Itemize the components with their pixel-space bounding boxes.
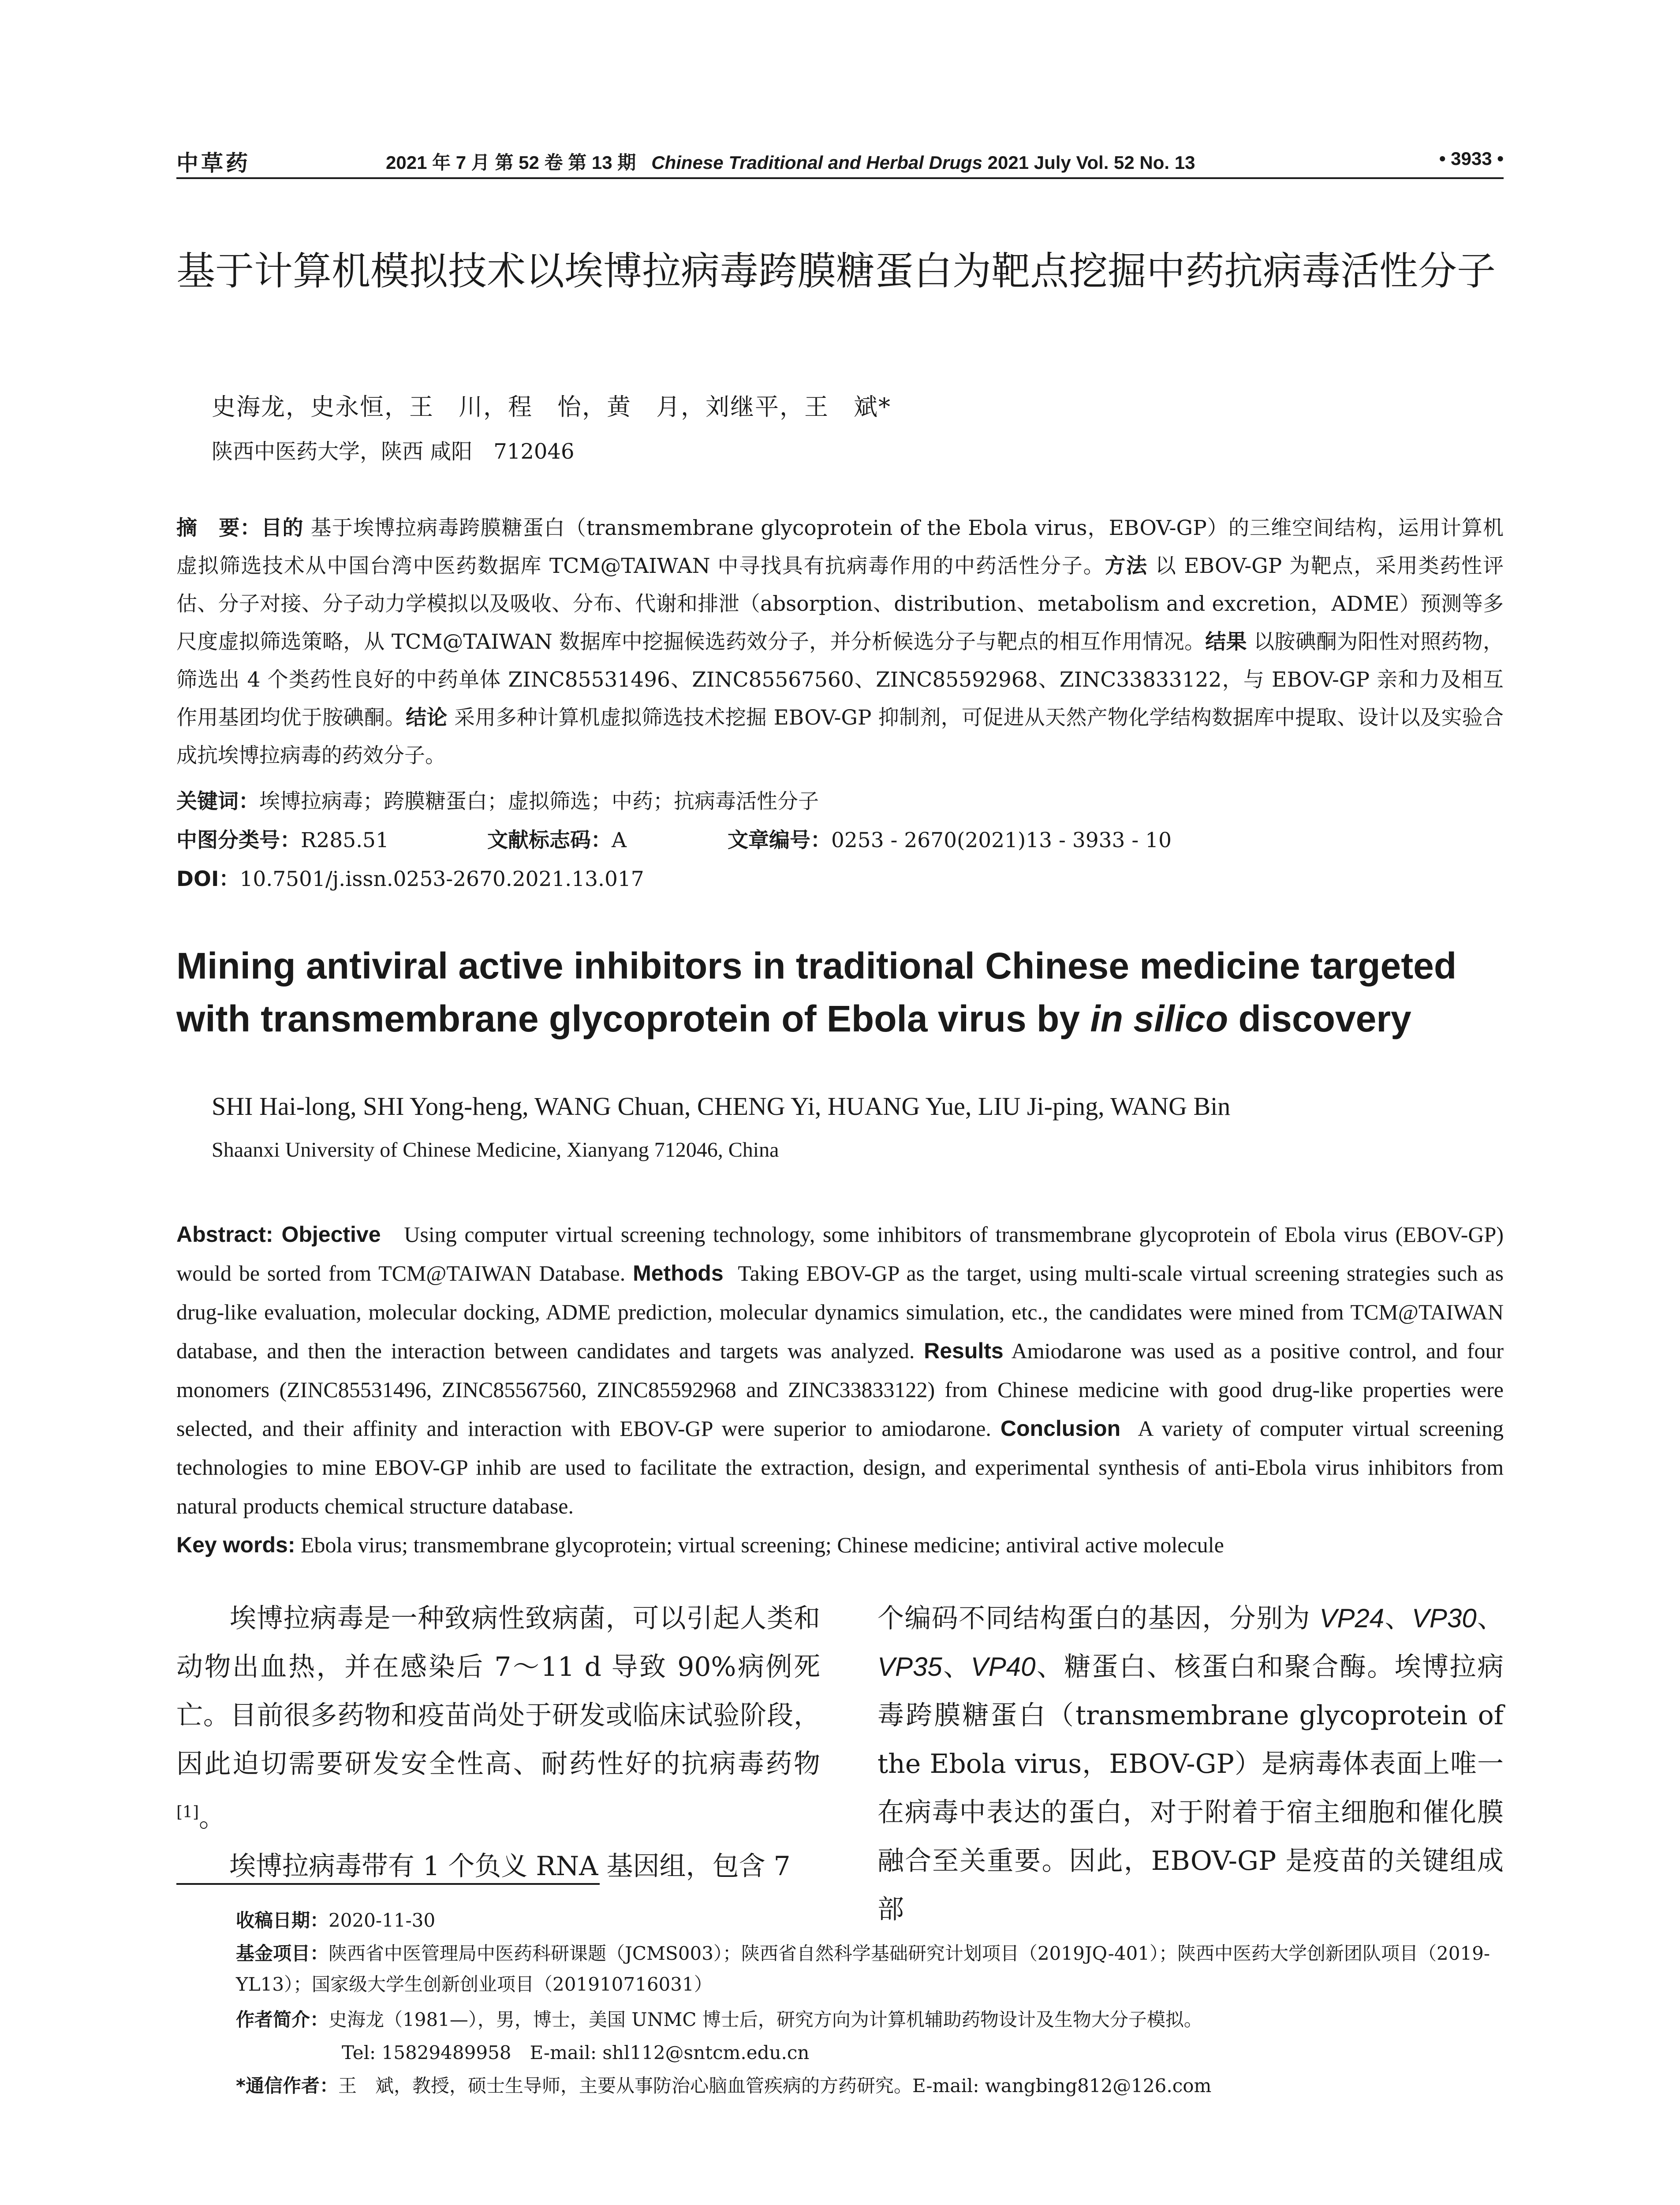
header-issue-en: 2021 July Vol. 52 No. 13: [987, 152, 1195, 173]
citation-ref[interactable]: [1]: [176, 1803, 199, 1821]
classification-line: [176, 824, 389, 853]
fund-label: 基金项目：: [236, 1943, 329, 1964]
objective-label: 目的: [261, 516, 304, 540]
english-results-label: Results: [924, 1338, 1004, 1363]
english-abstract: [176, 1215, 1504, 1564]
article-number: [728, 824, 1172, 853]
body-text-continued: 、糖蛋白、核蛋白和聚合酶。埃博拉病毒跨膜糖蛋白（transmembrane glycoprotein of the Ebola virus，EBOV-GP）是病毒体表面上唯一在病毒中表达的蛋白，对于附着于宿主细胞和催化膜融合至关重要。因此，EBOV-GP 是疫苗的关键组成部: [877, 1652, 1504, 1925]
doc-label: 文献标志码：: [487, 828, 612, 852]
body-text: 埃博拉病毒带有 1 个负义 RNA 基因组，包含 7: [229, 1851, 791, 1882]
body-paragraph: [176, 1594, 820, 1842]
corr-text: 王 斌，教授，硕士生导师，主要从事防治心脑血管疾病的方药研究。E-mail: wangbing812@126.com: [338, 2075, 1212, 2097]
conclusion-label: 结论: [406, 706, 448, 730]
gene-vp30: VP30: [1411, 1603, 1477, 1633]
corr-label: *通信作者：: [236, 2075, 338, 2097]
author-bio: [236, 2004, 1501, 2035]
author-contact: Tel: 15829489958 E-mail: shl112@sntcm.edu.cn: [342, 2042, 810, 2063]
abstract-label: 摘 要：: [176, 516, 261, 540]
clc-label: 中图分类号：: [176, 828, 301, 852]
english-abstract-label: Abstract: Objective: [176, 1222, 381, 1247]
english-title: [176, 939, 1504, 1045]
received-label: 收稿日期：: [236, 1910, 329, 1931]
english-title-main: Mining antiviral active inhibitors in traditional Chinese medicine targeted with transmembrane glycoprotein of Ebola virus by: [176, 945, 1457, 1039]
results-text: 以胺碘酮为阳性对照药物，筛选出 4 个类药性良好的中药单体 ZINC85531496、ZINC85567560、ZINC85592968、ZINC33833122，与 EBOV-GP 亲和力及相互作用基团均优于胺碘酮。: [176, 630, 1504, 730]
english-title-end: discovery: [1228, 998, 1411, 1039]
page-number: • 3933 •: [1439, 148, 1504, 169]
header-issue: [386, 148, 1195, 175]
methods-text: 以 EBOV-GP 为靶点，采用类药性评估、分子对接、分子动力学模拟以及吸收、分布、代谢和排泄（absorption、distribution、metabolism and excretion，ADME）预测等多尺度虚拟筛选策略，从 TCM@TAIWAN 数据库中挖掘候选药效分子，并分析候选分子与靶点的相互作用情况。: [176, 554, 1504, 654]
fund-text: 陕西省中医管理局中医药科研课题（JCMS003）；陕西省自然科学基础研究计划项目（2019JQ-401）；陕西中医药大学创新团队项目（2019-YL13）；国家级大学生创新创业项目（201910716031）: [236, 1943, 1490, 1995]
chinese-keywords: [176, 785, 819, 815]
chinese-affiliation: 陕西中医药大学，陕西 咸阳 712046: [212, 439, 575, 464]
body-column-right: 个编码不同结构蛋白的基因，分别为 VP24、VP30、VP35、VP40、糖蛋白、核蛋白和聚合酶。埃博拉病毒跨膜糖蛋白（transmembrane glycoprotein of the Ebola virus，EBOV-GP）是病毒体表面上唯一在病毒中表达的蛋白，对于附着于宿主细胞和催化膜融合至关重要。因此，EBOV-GP 是疫苗的关键组成部: [877, 1603, 1504, 1925]
fund-info: [236, 1938, 1501, 2000]
running-header: [176, 146, 1504, 176]
doi-link[interactable]: 10.7501/j.issn.0253-2670.2021.13.017: [239, 867, 644, 891]
body-column-left: [176, 1594, 820, 1891]
document-code: [487, 824, 627, 853]
gene-vp24: VP24: [1319, 1603, 1385, 1633]
keywords-label: 关键词：: [176, 789, 259, 814]
header-journal-en: Chinese Traditional and Herbal Drugs: [651, 152, 982, 173]
received-value: 2020-11-30: [329, 1910, 436, 1931]
methods-label: 方法: [1105, 554, 1148, 578]
chinese-authors: 史海龙，史永恒，王 川，程 怡，黄 月，刘继平，王 斌*: [212, 393, 891, 421]
english-objective: Using computer virtual screening technology, some inhibitors of transmembrane glycoprotein of Ebola virus (EBOV-GP) would be sorted from TCM@TAIWAN Database.: [176, 1222, 1504, 1286]
header-rule: [176, 177, 1504, 179]
received-date: [236, 1905, 1501, 1936]
chinese-title: 基于计算机模拟技术以埃博拉病毒跨膜糖蛋白为靶点挖掘中药抗病毒活性分子: [176, 248, 1496, 294]
clc-value: R285.51: [301, 828, 389, 852]
english-keywords-label: Key words:: [176, 1532, 295, 1557]
chinese-abstract: [176, 509, 1504, 775]
article-value: 0253 - 2670(2021)13 - 3933 - 10: [831, 828, 1172, 852]
english-keywords: Ebola virus; transmembrane glycoprotein; virtual screening; Chinese medicine; antiviral active molecule: [301, 1532, 1224, 1557]
body-text: 埃博拉病毒是一种致病性致病菌，可以引起人类和动物出血热，并在感染后 7～11 d 导致 90%病例死亡。目前很多药物和疫苗尚处于研发或临床试验阶段，因此迫切需要研发安全性高、耐药性好的抗病毒药物: [176, 1603, 820, 1779]
gene-vp35: VP35: [877, 1652, 942, 1682]
body-text: 个编码不同结构蛋白的基因，分别为: [877, 1603, 1320, 1634]
english-methods: Taking EBOV-GP as the target, using multi-scale virtual screening strategies such as drug-like evaluation, molecular docking, ADME prediction, molecular dynamics simulation, etc., the candidates were mined from TCM@TAIWAN database, and then the interaction between candidates and targets was analyzed.: [176, 1261, 1504, 1363]
corresponding-author: [236, 2070, 1501, 2101]
journal-logo: 中草药: [176, 150, 250, 176]
article-label: 文章编号：: [728, 828, 831, 852]
doi-line: [176, 863, 644, 892]
results-label: 结果: [1205, 630, 1247, 654]
doi-label: DOI：: [176, 867, 240, 891]
author-text: 史海龙（1981—），男，博士，美国 UNMC 博士后，研究方向为计算机辅助药物设计及生物大分子模拟。: [329, 2009, 1202, 2030]
english-affiliation: Shaanxi University of Chinese Medicine, Xianyang 712046, China: [212, 1138, 779, 1162]
header-issue-cn: 2021 年 7 月 第 52 卷 第 13 期: [386, 152, 636, 173]
keywords-text: 埃博拉病毒；跨膜糖蛋白；虚拟筛选；中药；抗病毒活性分子: [259, 789, 819, 814]
gene-vp40: VP40: [971, 1652, 1036, 1682]
conclusion-text: 采用多种计算机虚拟筛选技术挖掘 EBOV-GP 抑制剂，可促进从天然产物化学结构数据库中提取、设计以及实验合成抗埃博拉病毒的药效分子。: [176, 706, 1504, 768]
author-label: 作者简介：: [236, 2009, 329, 2030]
english-authors: SHI Hai-long, SHI Yong-heng, WANG Chuan, CHENG Yi, HUANG Yue, LIU Ji-ping, WANG Bin: [212, 1092, 1231, 1121]
english-conclusion: A variety of computer virtual screening technologies to mine EBOV-GP inhib are used to facilitate the extraction, design, and experimental synthesis of anti-Ebola virus inhibitors from natural products chemical structure database.: [176, 1416, 1504, 1518]
footnote-rule: [176, 1883, 600, 1885]
english-conclusion-label: Conclusion: [1000, 1416, 1121, 1441]
english-methods-label: Methods: [633, 1261, 724, 1286]
english-results: Amiodarone was used as a positive control, and four monomers (ZINC85531496, ZINC85567560, ZINC85592968 and ZINC33833122) from Chinese medicine with good drug-like properties were selected, and their affinity and interaction with EBOV-GP were superior to amiodarone.: [176, 1338, 1504, 1441]
body-text-end: 。: [199, 1802, 225, 1833]
doc-value: A: [612, 828, 627, 852]
objective-text: 基于埃博拉病毒跨膜糖蛋白（transmembrane glycoprotein of the Ebola virus，EBOV-GP）的三维空间结构，运用计算机虚拟筛选技术从中国台湾中医药数据库 TCM@TAIWAN 中寻找具有抗病毒作用的中药活性分子。: [176, 516, 1504, 578]
english-title-italic: in silico: [1090, 998, 1228, 1039]
